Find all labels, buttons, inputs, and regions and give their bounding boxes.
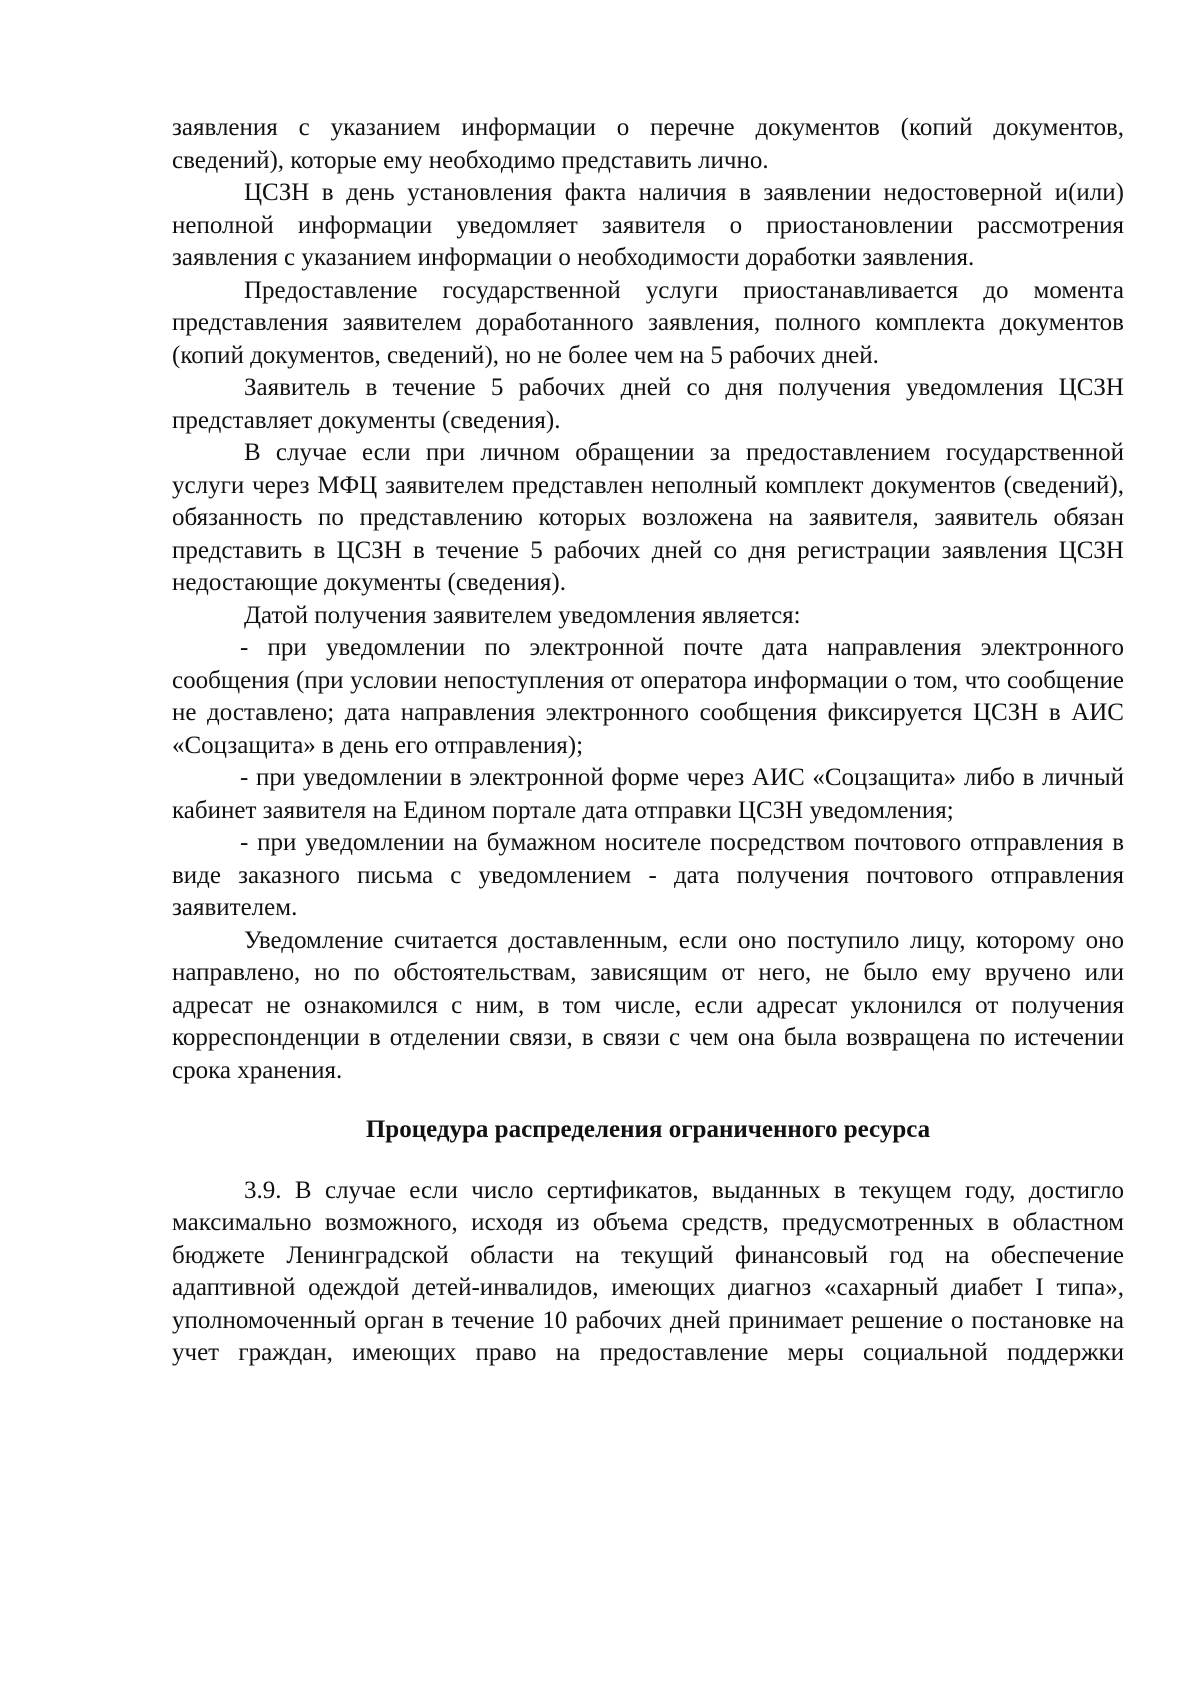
list-item-paper: - при уведомлении на бумажном носителе посредством почтового отправления в виде заказного письма с уведомлением - дата получения почтового отправления заявителем. [172,829,1124,921]
document-body [172,112,1124,1370]
list-item-email: - при уведомлении по электронной почте дата направления электронного сообщения (при условии непоступления от оператора информации о том, что сообщение не доставлено; дата направления электронного сообщения фиксируется ЦСЗН в АИС «Соцзащита» в день его отправления); [172,634,1124,759]
paragraph-suspension-notice: ЦСЗН в день установления факта наличия в заявлении недостоверной и(или) неполной информации уведомляет заявителя о приостановлении рассмотрения заявления с указанием информации о необходимости доработки заявления. [172,179,1124,271]
list-item-electronic: - при уведомлении в электронной форме через АИС «Соцзащита» либо в личный кабинет заявителя на Едином портале дата отправки ЦСЗН уведомления; [172,764,1124,824]
paragraph-delivered: Уведомление считается доставленным, если оно поступило лицу, которому оно направлено, но по обстоятельствам, зависящим от него, не было ему вручено или адресат не ознакомился с ним, в том числе, если адресат уклонился от получения корреспонденции в отделении связи, в связи с чем она была возвращена по истечении срока хранения. [172,926,1124,1084]
paragraph-3-9: 3.9. В случае если число сертификатов, выданных в текущем году, достигло максимально возможного, исходя из объема средств, предусмотренных в областном бюджете Ленинградской области на текущий финансовый год на обеспечение адаптивной одеждой детей-инвалидов, имеющих диагноз «сахарный диабет I типа», уполномоченный орган в течение 10 рабочих дней принимает решение о постановке на учет граждан, имеющих право на предоставление меры социальной поддержки [172,1176,1124,1366]
paragraph-continuation: заявления с указанием информации о перечне документов (копий документов, сведений), которые ему необходимо представить лично. [172,114,1124,174]
paragraph-mfc-incomplete: В случае если при личном обращении за предоставлением государственной услуги через МФЦ заявителем представлен неполный комплект документов (сведений), обязанность по представлению которых возложена на заявителя, заявитель обязан представить в ЦСЗН в течение 5 рабочих дней со дня регистрации заявления ЦСЗН недостающие документы (сведения). [172,439,1124,596]
paragraph-receipt-date: Датой получения заявителем уведомления является: [244,601,801,629]
paragraph-service-suspended: Предоставление государственной услуги приостанавливается до момента представления заявителем доработанного заявления, полного комплекта документов (копий документов, сведений), но не более чем на 5 рабочих дней. [172,276,1124,369]
section-heading: Процедура распределения ограниченного ресурса [365,1116,931,1143]
paragraph-applicant-deadline: Заявитель в течение 5 рабочих дней со дня получения уведомления ЦСЗН представляет документы (сведения). [172,374,1124,434]
